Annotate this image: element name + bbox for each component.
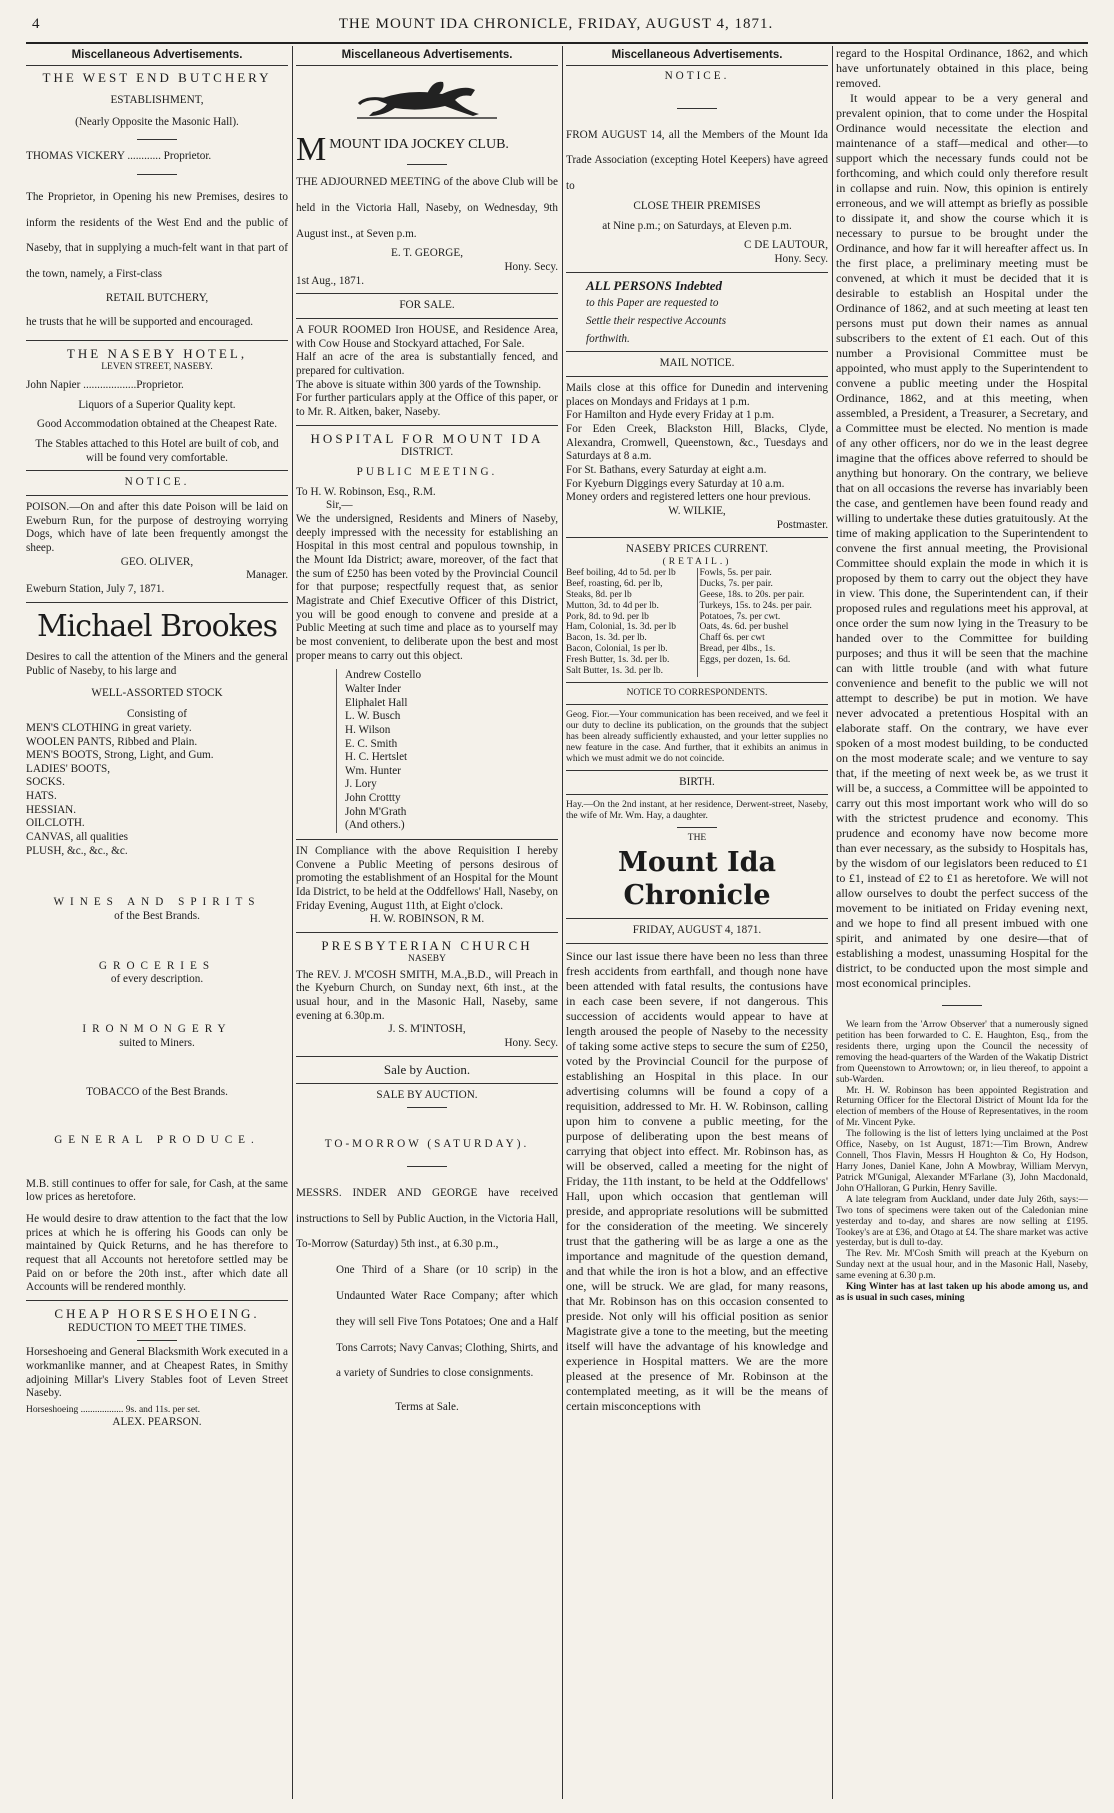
divider [566,794,828,795]
church-signature: J. S. M'INTOSH, [388,1023,466,1036]
butchery-proprietor: THOMAS VICKERY ............ Proprietor. [26,150,212,163]
sale-title: FOR SALE. [399,299,455,312]
birth-title: BIRTH. [679,775,715,788]
divider [296,318,558,319]
church-title: PRESBYTERIAN CHURCH [321,938,533,954]
price-row: Pork, 8d. to 9d. per lb [566,611,649,622]
mail-signature: W. WILKIE, [668,504,726,517]
divider [407,164,447,165]
divider [296,1056,558,1057]
divider [566,376,828,377]
list-item: J. Lory [345,778,377,791]
divider [26,470,288,471]
mb-note: M.B. still continues to offer for sale, for Cash, at the same low prices as heretofore. [26,1177,288,1204]
jockey-role: Hony. Secy. [504,260,558,273]
column-header: Miscellaneous Advertisements. [566,46,828,66]
auction-day: TO-MORROW (SATURDAY). [324,1138,530,1151]
brookes-consisting: Consisting of [127,708,187,721]
editorial-continued: regard to the Hospital Ordinance, 1862, and which have unfortunately obtained in this place, being removed. [836,46,1088,90]
auction-items: One Third of a Share (or 10 scrip) in the Undaunted Water Race Company; after which they will sell Five Tons Potatoes; One and a Half Tons Carrots; Navy Canvas; Clothing, Shirts, and a variety of Sundries to close consignments. [336,1264,558,1380]
divider [26,1300,288,1301]
trade-signature: C DE LAUTOUR, [743,239,828,252]
horseshoe-price: Horseshoeing .................. 9s. and 11s. per set. [26,1405,201,1416]
hotel-line: Liquors of a Superior Quality kept. [78,398,236,411]
hospital-body: We the undersigned, Residents and Miners of Naseby, deeply impressed with the necessity for establishing an Hospital in this most central and populous township, in the Mount Ida District; aware, moreover, of the fact that the sum of £250 has been voted by the Provincial Council for that purpose; respectfully request that, as senior Magistrate and Chief Executive Officer of this District, you will be good enough to convene and preside at a Public Meeting at such time and place as to yourself may be most convenient, to deliberate upon the best and most proper means to carry out this object. [296,513,558,662]
news-item: The following is the list of letters lying unclaimed at the Post Office, Naseby, on 1st August, 1871:—Tim Brown, Andrew Connell, Thos Flavin, Messrs H Houghton & Co, Hy Hodson, Harry Jones, Daniel Kane, John A Mowbray, William Mervyn, Patrick M'Gunigal, Alexander M'Farlane (3), John Macdonald, John O'Halloran, G Purkin, Henry Saville. [836,1129,1088,1194]
list-item: MEN'S BOOTS, Strong, Light, and Gum. [26,749,214,762]
sale-para: Half an acre of the area is substantially fenced, and prepared for cultivation. [296,351,558,377]
mail-line: For Eden Creek, Blackston Hill, Blacks, Clyde, Alexandra, Cromwell, Queenstown, &c., Tuesdays and Saturdays at 8 a.m. [566,423,828,463]
price-row: Eggs, per dozen, 1s. 6d. [699,655,791,666]
news-item: Mr. H. W. Robinson has been appointed Registration and Returning Officer for the Electoral District of Mount Ida for the election of members of the House of Representatives, in the room of Mr. Vincent Pyke. [836,1085,1088,1129]
editorial-body: Since our last issue there have been no less than three fresh accidents from earthfall, and though none have been attended with fatal results, the contusions have in each case been severe, if not dangerous. This succession of accidents would appear to have at length aroused the people of Naseby to the necessity of taking some active steps to secure the sum of £250, voted by the Provincial Council for the purpose of establishing an Hospital in this place. In our advertising columns will be found a copy of a requisition, addressed to Mr. H. W. Robinson, calling upon him to convene a public meeting, for the purpose of deliberating upon the best means of carrying that object into effect. Mr. Robinson has, as will be observed, called a meeting for the night of Friday, the 11th instant, to be held at the Oddfellows' Hall, upon which occasion that gentleman will preside, and appropriate resolutions will be submitted for the consideration of the meeting. We sincerely trust that the gathering will be as large a one as the importance and magnitude of the question demand, and that while the iron is hot a blow, and an effective one, will be struck. We are glad, for many reasons, that Mr. Robinson has on this occasion consented to preside. Not only will his official position as senior Magistrate give a tone to the meeting, but the meeting itself will have the advantage of his knowledge and experience in Hospital matters. We are the more pleased at the presence of Mr. Robinson at the contemplated meeting, as it will be the means of certain misconceptions with [566,948,828,1413]
butchery-body: The Proprietor, in Opening his new Premises, desires to inform the residents of the West End and the public of Naseby, that in supplying a much-felt want in that part of the town, namely, a First-class [26,190,288,281]
prices-sub: (RETAIL.) [662,556,732,567]
list-item: John Crottty [345,792,401,805]
jockey-date: 1st Aug., 1871. [296,274,365,287]
divider [137,139,177,140]
mail-line: Money orders and registered letters one hour previous. [566,491,811,504]
list-item: MEN'S CLOTHING in great variety. [26,721,192,734]
correspondents-title: NOTICE TO CORRESPONDENTS. [626,688,768,699]
trade-notice: FROM AUGUST 14, all the Members of the Mount Ida Trade Association (excepting Hotel Keepers) have agreed to [566,128,828,193]
list-item: HESSIAN. [26,803,77,816]
list-item: Walter Inder [345,682,401,695]
divider [566,272,828,273]
produce-heading: GENERAL PRODUCE. [54,1134,260,1147]
butchery-location: (Nearly Opposite the Masonic Hall). [75,115,239,128]
top-rule [26,42,1088,44]
divider [137,1340,177,1341]
indebted-line: ALL PERSONS Indebted [586,277,723,293]
divider [566,943,828,944]
list-item: WOOLEN PANTS, Ribbed and Plain. [26,735,198,748]
divider [296,425,558,426]
notice-signature: GEO. OLIVER, [120,555,194,568]
divider [296,293,558,294]
price-row: Chaff 6s. per cwt [699,633,765,644]
masthead [28,10,1084,40]
hotel-street: LEVEN STREET, NASEBY. [101,362,213,373]
church-sub: NASEBY [407,953,446,964]
column-4 [836,46,1088,1799]
correspondents-body: Geog. Fior.—Your communication has been received, and we feel it our duty to decline its publication, on the grounds that the subject has been already sufficiently exhausted, and your letter supplies no new feature in the case. And further, that it exhibits an animus in which we must admit we do not coincide. [566,710,828,764]
hotel-proprietor: John Napier ...................Proprietor. [26,379,184,392]
paper-the: THE [687,833,707,844]
retail-butchery: RETAIL BUTCHERY, [105,291,209,304]
mail-line: For Kyeburn Diggings every Saturday at 10 a.m. [566,477,785,490]
trade-role: Hony. Secy. [774,252,828,265]
price-row: Oats, 4s. 6d. per bushel [699,622,789,633]
divider [942,1005,982,1006]
price-row: Turkeys, 15s. to 24s. per pair. [699,600,812,611]
brookes-items [26,722,288,859]
horseshoe-body: Horseshoeing and General Blacksmith Work executed in a workmanlike manner, and at Cheapest Rates, in Smithy adjoining Millar's Livery Stables foot of Leven Street Naseby. [26,1346,288,1400]
price-row: Bread, per 4lbs., 1s. [699,644,776,655]
column-divider [562,46,563,1799]
hospital-title: HOSPITAL FOR MOUNT IDA [310,430,544,446]
news-item: A late telegram from Auckland, under date July 26th, says:—Two tons of specimens were taken out of the Caledonian mine yesterday and to-day, and shares are now selling at £195. Tookey's are at £36, and Otago at £4. The share market was active yesterday, but is dull to-day. [836,1194,1088,1249]
paper-name: Mount Ida Chronicle [617,847,777,911]
list-item: H. C. Hertslet [345,751,408,764]
compliance-signature: H. W. ROBINSON, R M. [369,913,485,926]
divider [296,932,558,933]
divider [296,839,558,840]
price-row: Fowls, 5s. per pair. [699,567,772,578]
notice-role: Manager. [246,569,288,582]
divider [677,827,717,828]
list-item: John M'Grath [345,805,407,818]
news-item: We learn from the 'Arrow Observer' that a numerously signed petition has been forwarded to C. E. Haughton, Esq., from the residents there, urging upon the Council the necessity of removing the head-quarters of the Warden of the Wakatip District from Queenstown to Arrowtown; or, in lieu thereof, to appoint a sub-Warden. [836,1020,1088,1085]
poison-notice: POISON.—On and after this date Poison will be laid on Eweburn Run, for the purpose of destroying worrying Dogs, which have of late been frequently amongst the sheep. [26,501,288,555]
column-header: Miscellaneous Advertisements. [296,46,558,66]
auction-terms: Terms at Sale. [395,1401,459,1414]
divider [296,1083,558,1084]
divider [137,174,177,175]
butchery-end: he trusts that he will be supported and encouraged. [26,315,254,328]
paper-date: FRIDAY, AUGUST 4, 1871. [632,923,762,936]
hotel-line: The Stables attached to this Hotel are built of cob, and will be found very comfortable. [35,438,279,464]
hotel-title: THE NASEBY HOTEL, [66,346,248,362]
news-item: King Winter has at last taken up his abode among us, and as is usual in such cases, mining [836,1282,1088,1304]
public-meeting: PUBLIC MEETING. [356,466,498,479]
prices-table [566,568,828,677]
trade-hours: at Nine p.m.; on Saturdays, at Eleven p.m. [602,219,792,232]
price-row: Beef, roasting, 6d. per lb, [566,578,663,589]
indebted-line: forthwith. [586,332,630,345]
hospital-to: To H. W. Robinson, Esq., R.M. [296,485,436,498]
horseshoe-sub: REDUCTION TO MEET THE TIMES. [67,1321,247,1334]
notice-date: Eweburn Station, July 7, 1871. [26,582,165,595]
price-row: Salt Butter, 1s. 3d. per lb. [566,666,663,677]
news-item: The Rev. Mr. M'Cosh Smith will preach at the Kyeburn on Sunday next at the usual hour, and in the Masonic Hall, Naseby, same evening at 6.30 p.m. [836,1249,1088,1282]
wines-heading: WINES AND SPIRITS [53,896,261,909]
ironmongery-sub: suited to Miners. [119,1036,195,1049]
mail-line: For St. Bathans, every Saturday at eight a.m. [566,464,767,477]
draw-note: He would desire to draw attention to the fact that the low prices at which he is offering his Goods can only be maintained by Quick Returns, and he has therefore to request that all Accounts not heretofore settled may be Paid on or before the 20th inst., after which date all Accounts will be rendered monthly. [26,1212,288,1294]
list-item: SOCKS. [26,776,65,789]
divider [26,602,288,603]
list-item: H. Wilson [345,723,391,736]
divider [677,108,717,109]
list-item: Andrew Costello [345,669,422,682]
list-item: (And others.) [345,819,405,832]
jockey-signature: E. T. GEORGE, [391,247,463,260]
mail-role: Postmaster. [776,518,828,531]
ironmongery-heading: IRONMONGERY [82,1023,232,1036]
divider [566,918,828,919]
jockey-title: MMOUNT IDA JOCKEY CLUB. [296,131,509,169]
price-row: Bacon, 1s. 3d. per lb. [566,633,647,644]
divider [566,704,828,705]
divider [566,682,828,683]
list-item: HATS. [26,790,57,803]
jockey-body: THE ADJOURNED MEETING of the above Club will be held in the Victoria Hall, Naseby, on Wednesday, 9th August inst., at Seven p.m. [296,176,558,240]
brookes-stock: WELL-ASSORTED STOCK [91,686,223,699]
price-row: Geese, 18s. to 20s. per pair. [699,589,805,600]
racehorse-engraving-icon [347,70,507,126]
sale-para: For further particulars apply at the Office of this paper, or to Mr. R. Aitken, baker, Naseby. [296,392,558,418]
hospital-district: DISTRICT. [400,446,454,459]
divider [26,340,288,341]
auction-title: Sale by Auction. [383,1061,471,1077]
groceries-sub: of every description. [110,973,204,986]
brookes-name: Michael Brookes [36,608,278,644]
list-item: PLUSH, &c., &c., &c. [26,844,128,857]
notice-title: NOTICE. [664,70,730,83]
masthead-title: THE MOUNT IDA CHRONICLE, FRIDAY, AUGUST 4, 1871. [338,16,774,32]
page-number: 4 [32,16,40,32]
signers-list [336,669,558,833]
mail-line: For Hamilton and Hyde every Friday at 1 p.m. [566,409,775,422]
prices-right [700,568,829,677]
price-row: Mutton, 3d. to 4d per lb. [566,600,659,611]
price-row: Ducks, 7s. per pair. [699,578,773,589]
indebted-line: to this Paper are requested to [586,297,719,310]
prices-left [566,568,698,677]
groceries-heading: GROCERIES [98,959,216,972]
list-item: OILCLOTH. [26,817,85,830]
indebted-line: Settle their respective Accounts [586,315,727,328]
tobacco-line: TOBACCO of the Best Brands. [86,1086,228,1099]
church-body: The REV. J. M'COSH SMITH, M.A.,B.D., will Preach in the Kyeburn Church, on Sunday next, 6th inst., at the usual hour, and in the Masonic Hall, Naseby, same evening at 6.30p.m. [296,968,558,1022]
list-item: Eliphalet Hall [345,696,408,709]
column-1 [26,46,288,1799]
divider [566,351,828,352]
price-row: Ham, Colonial, 1s. 3d. per lb [566,622,677,633]
butchery-sub: ESTABLISHMENT, [110,93,204,106]
column-divider [292,46,293,1799]
list-item: L. W. Busch [345,710,401,723]
horseshoe-title: CHEAP HORSESHOEING. [54,1305,260,1321]
column-2 [296,46,558,1799]
price-row: Fresh Butter, 1s. 3d. per lb. [566,655,670,666]
divider [407,1107,447,1108]
divider [566,537,828,538]
mail-title: MAIL NOTICE. [659,357,735,370]
list-item: Wm. Hunter [345,764,401,777]
divider [26,495,288,496]
sale-para: The above is situate within 300 yards of the Township. [296,378,542,391]
column-header: Miscellaneous Advertisements. [26,46,288,66]
list-item: LADIES' BOOTS, [26,762,111,775]
column-divider [832,46,833,1799]
mail-line: Mails close at this office for Dunedin and intervening places on Mondays and Fridays at 1 p.m. [566,382,828,408]
brookes-intro: Desires to call the attention of the Miners and the general Public of Naseby, to his large and [26,651,288,677]
list-item: CANVAS, all qualities [26,831,129,844]
hotel-line: Good Accommodation obtained at the Cheapest Rate. [36,418,278,431]
sale-body: A FOUR ROOMED Iron HOUSE, and Residence Area, with Cow House and Stockyard attached, For Sale. [296,323,558,350]
price-row: Beef boiling, 4d to 5d. per lb [566,567,676,578]
divider [566,770,828,771]
price-row: Bacon, Colonial, 1s per lb. [566,644,668,655]
prices-title: NASEBY PRICES CURRENT. [625,543,769,556]
auction-body: MESSRS. INDER AND GEORGE have received instructions to Sell by Public Auction, in the Victoria Hall, To-Morrow (Saturday) 5th inst., at 6.30 p.m., [296,1186,558,1251]
notice-title: NOTICE. [124,476,190,489]
close-premises: CLOSE THEIR PREMISES [633,199,761,212]
wines-sub: of the Best Brands. [114,910,200,923]
auction-sub: SALE BY AUCTION. [376,1088,478,1101]
hospital-sir: Sir,— [326,499,353,512]
price-row: Potatoes, 7s. per cwt. [699,611,781,622]
price-row: Steaks, 8d. per lb [566,589,632,600]
compliance-notice: IN Compliance with the above Requisition I hereby Convene a Public Meeting of persons desirous of promoting the establishment of an Hospital for the Mount Ida District, to be held at the Oddfellows' Hall, Naseby, on Friday Evening, August 11th, at Eight o'clock. [296,845,558,912]
butchery-title: THE WEST END BUTCHERY [42,70,272,86]
divider [407,1166,447,1167]
editorial-continued: It would appear to be a very general and prevalent opinion, that to come under the Hospital Ordinance would necessitate the election and maintenance of a staff—medical and other—to support which the necessary funds could not be forthcoming, and which could only therefore result in collapse and ruin. Now, this opinion is entirely erroneous, and we will attempt as briefly as possible to dissipate it, and show the course which it is necessary to pursue to be brought under the Ordinance, and how far it will hereafter affect us. In the first place, a preliminary meeting must be convened, at which it must be decided that it is desirable to establish an Hospital under the Ordinance of 1862, and at such meeting at least ten persons must put down their names as annual subscribers to the extent of £1 each. Out of this number a Provisional Committee must be appointed, who must apply to the Superintendent to convene a public meeting under the Hospital Ordinance, 1862, and at this meeting, when assembled, a President, a Treasurer, a Secretary, and a Committee must be elected. No mention is made of any other officers, nor do we in the least degree imagine that the offices above referred to should be anything but honorary. On the contrary, we believe that on all occasions the reverse has invariably been the case, and gentlemen have been found ready and willing to undertake these duties gratuitously. At the time of making application to the Superintendent to convene the first annual meeting, the Provisional Committee should explain the mode in which it is proposed by them to carry out the object they have in view. This done, the Superintendent can, if their proposed rules and regulations meet his approval, at once order the sum now lying in the Treasury to be handed over to the Committee for building purposes; and thus it will be seen that the machine can with little trouble (and with what future convenience and benefit to the public we will not attempt to describe) be put in motion. We have never advocated a pretentious Hospital with an elaborate staff. On the contrary, we have ever spoken of a most modest building, to be conducted on the most moderate scale; and we venture to say that, if the meeting of next week be, as we trust it will be, a success, a Committee will be appointed to carry out this most important work who will do so with the strictest prudence and economy. This prudence and economy have now become more than ever necessary, as the subsidy to Hospitals has, by the wisdom of our legislators been reduced to £1 to £1, instead of £2 to £1 as heretofore. We will not allow ourselves to doubt the perfect success of the movement to be initiated on Friday evening next, and we hope to find all present imbued with one spirit, and animated by one desire—that of establishing a modest, unassuming Hospital for the district, to be conducted upon the most simple and most economical principles. [836,91,1088,990]
birth-body: Hay.—On the 2nd instant, at her residence, Derwent-street, Naseby, the wife of Mr. Wm. Hay, a daughter. [566,800,828,822]
church-role: Hony. Secy. [504,1037,558,1050]
horseshoe-signature: ALEX. PEARSON. [112,1415,202,1428]
column-3 [566,46,828,1799]
list-item: E. C. Smith [345,737,398,750]
